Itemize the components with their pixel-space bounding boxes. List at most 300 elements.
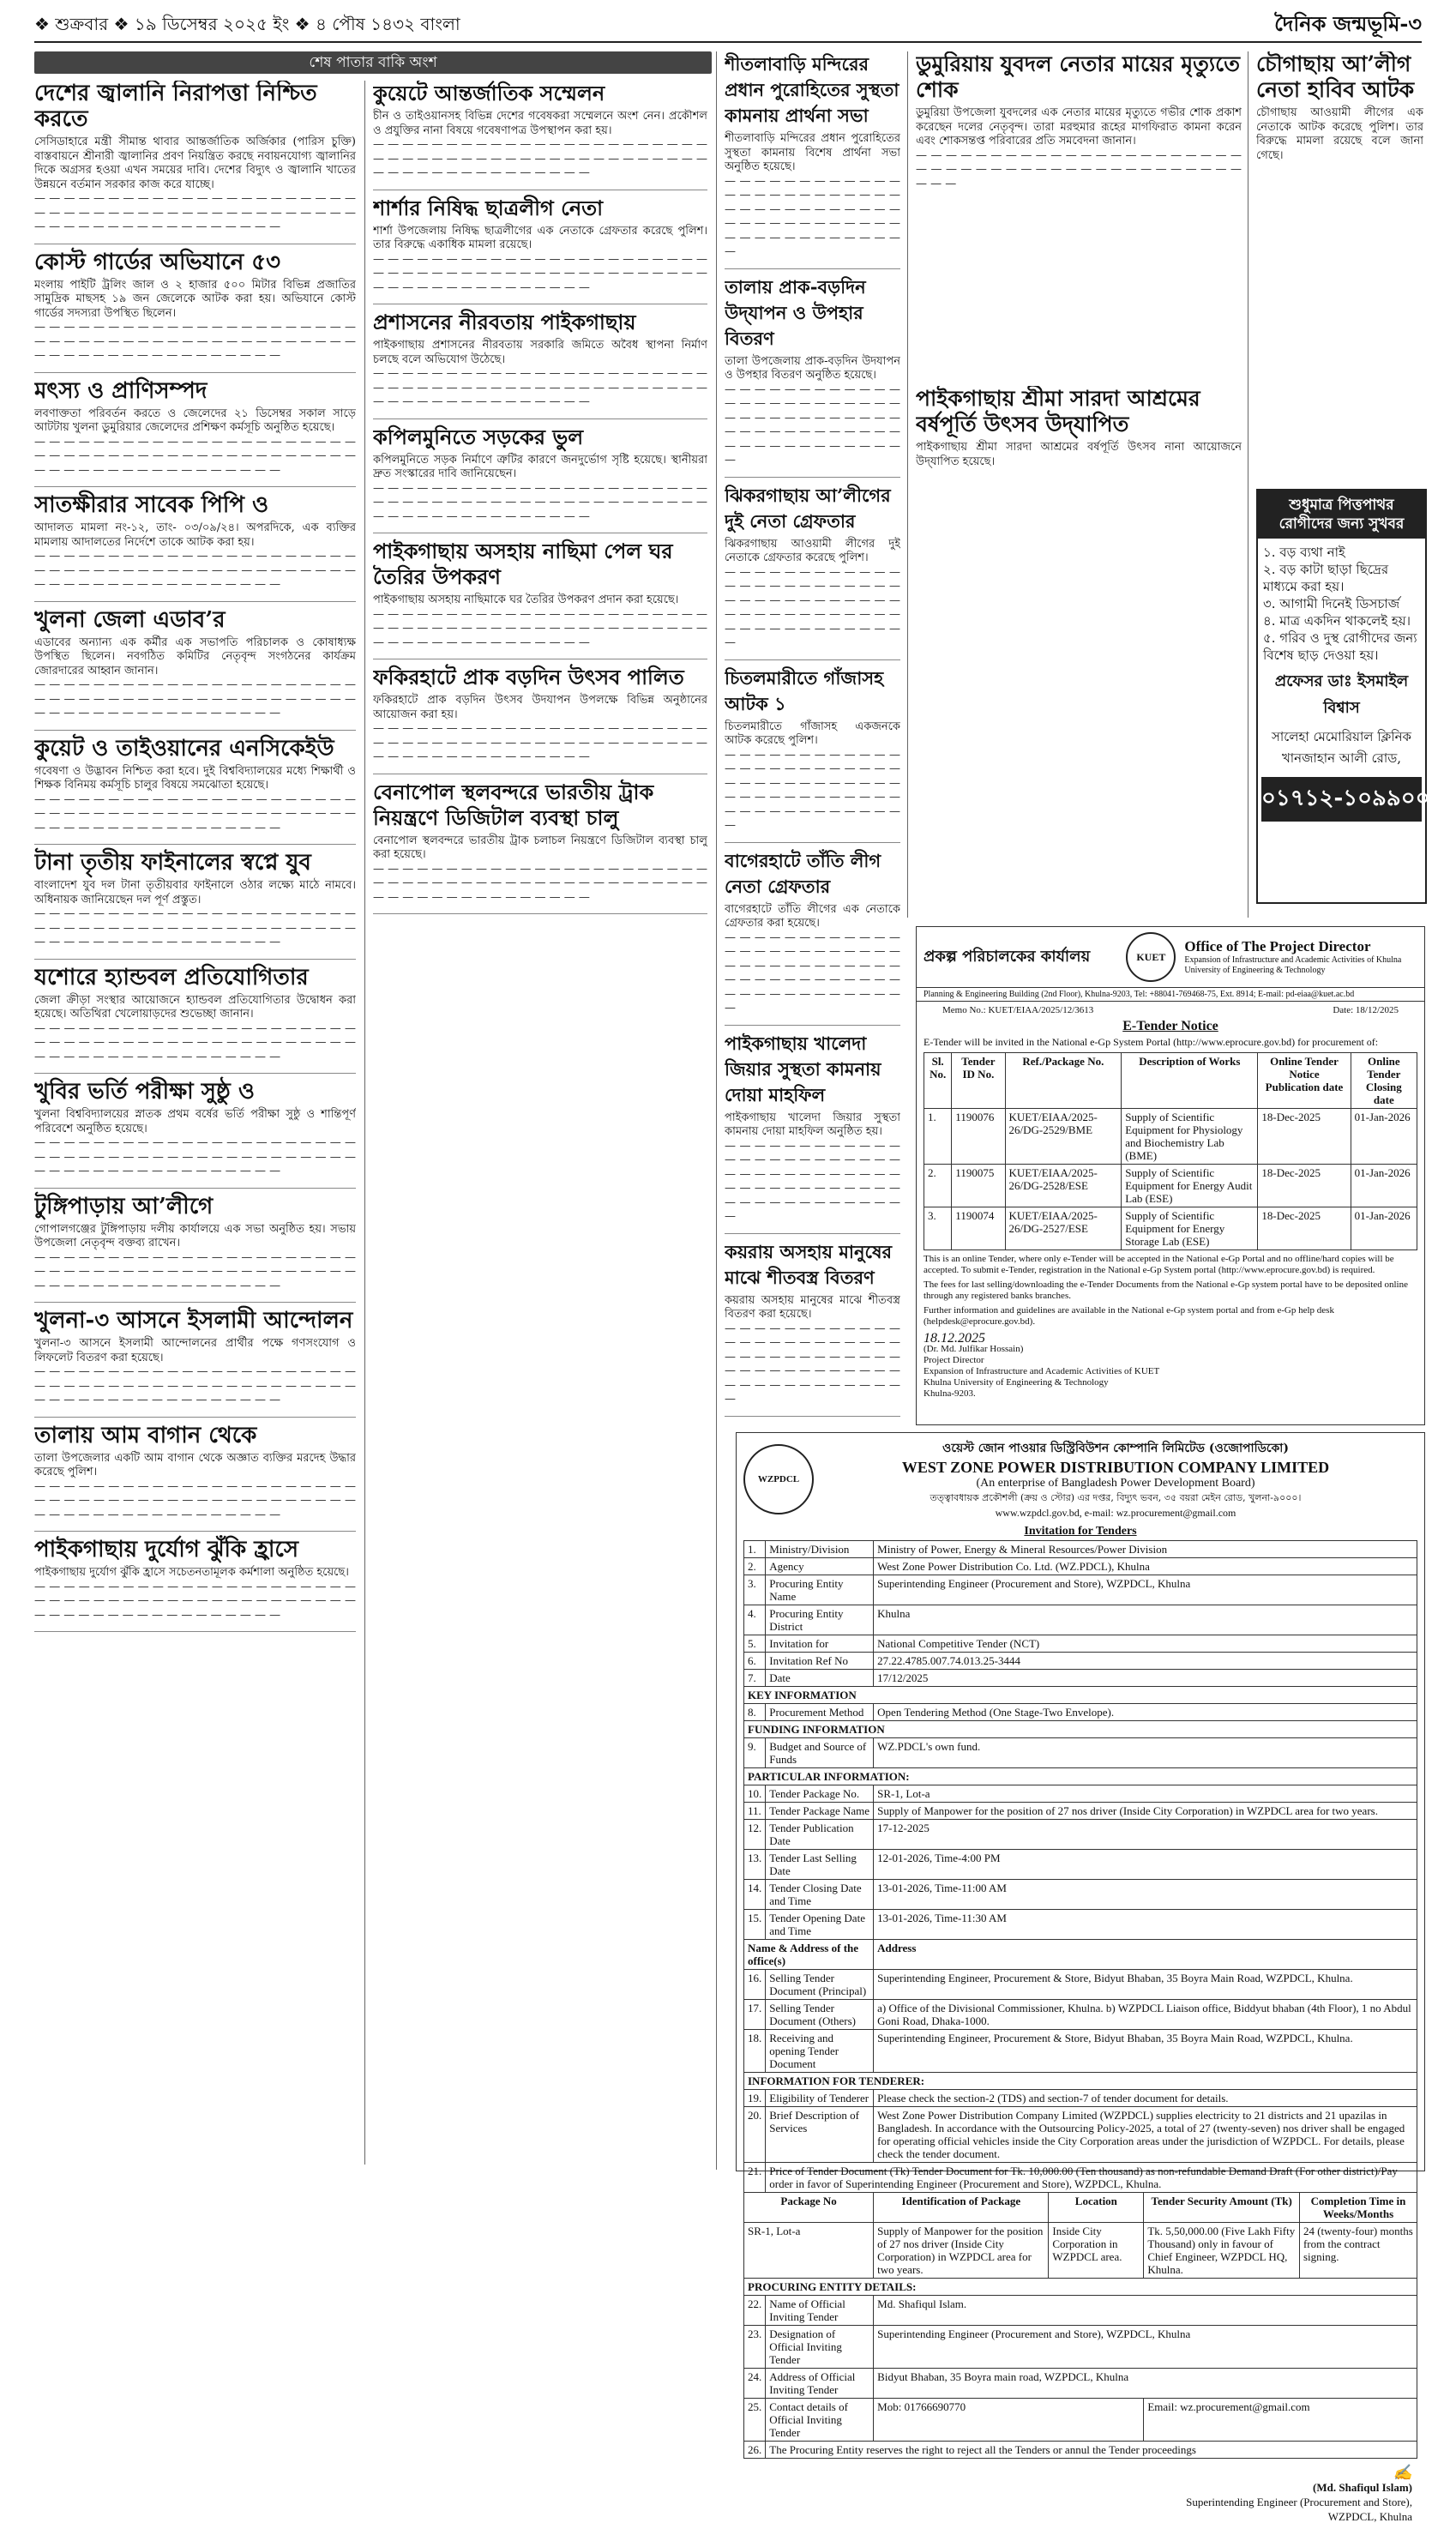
table-cell: 12. [744,1820,766,1850]
table-cell: Procuring Entity Name [766,1575,874,1605]
table-cell: Superintending Engineer (Procurement and Store), WZPDCL, Khulna [874,2326,1417,2369]
table-cell: KUET/EIAA/2025-26/DG-2527/ESE [1005,1207,1122,1250]
story-body: পাইকগাছায় খালেদা জিয়ার সুস্থতা কামনায় দোয়া মাহফিল অনুষ্ঠিত হয়। [725,1111,900,1138]
column-header: Tender ID No. [952,1053,1005,1109]
ad-doctor: প্রফেসর ডাঃ ইসমাইল বিশ্বাস [1274,672,1409,717]
story-body: চীন ও তাইওয়ানসহ বিভিন্ন দেশের গবেষকরা সম্মেলনে অংশ নেন। প্রকৌশল ও প্রযুক্তির নানা বিষয়ে গবেষণাপত্র উপস্থাপন করা হয়। [373,110,707,137]
column-divider [364,81,365,2165]
story-headline: খুলনা জেলা এডাব’র [34,606,226,633]
story-headline: পাইকগাছায় দুর্যোগ ঝুঁকি হ্রাসে [34,1537,299,1563]
notice-note: Further information and guidelines are available in the National e-Gp system portal and from e-Gp help desk (helpdesk@eprocure.gov.bd). [924,1305,1334,1327]
table-cell: 17/12/2025 [874,1670,1417,1687]
table-row [744,1653,1417,1670]
story [34,250,356,364]
table-cell: 9. [744,1738,766,1768]
table-row [744,1785,1417,1803]
story-body: ডুমুরিয়া উপজেলা যুবদলের এক নেতার মায়ের মৃত্যুতে গভীর শোক প্রকাশ করেছেন দলের নেতৃবৃন্দ। তারা মরহুমার রূহের মাগফিরাত কামনা করেন এবং শোকসন্তপ্ত পরিবারের প্রতি সমবেদনা জানান। [916,106,1242,148]
column-header: Description of Works [1122,1053,1258,1109]
story-filler: — — — — — — — — — — — — — — — — — — — — — — — — — — — — — — — — — — — — — — — — — — — — — — — — — — — — — — — — — — — — — [34,1365,356,1406]
story-body: খুলনা-৩ আসনে ইসলামী আন্দোলনের প্রার্থীর পক্ষে গণসংযোগ ও লিফলেট বিতরণ করা হয়েছে। [34,1337,356,1364]
kuet-tender-notice [916,926,1425,1425]
story-headline: প্রশাসনের নীরবতায় পাইকগাছায় [373,310,636,334]
table-cell: INFORMATION FOR TENDERER: [744,2073,1417,2090]
table-cell: 18-Dec-2025 [1258,1207,1351,1250]
story-divider [725,842,900,843]
table-row [744,1575,1417,1605]
story-body: পাইকগাছায় প্রশাসনের নীরবতায় সরকারি জমিতে অবৈধ স্থাপনা নির্মাণ চলছে বলে অভিযোগ উঠেছে। [373,339,707,366]
table-cell: SR-1, Lot-a [874,1785,1417,1803]
table-row [744,1687,1417,1704]
table-cell: 1190076 [952,1109,1005,1165]
story [34,1423,356,1523]
table-cell: 19. [744,2090,766,2107]
story-body: গোপালগঞ্জের টুঙ্গিপাড়ায় দলীয় কার্যালয়ে এক সভা অনুষ্ঠিত হয়। সভায় উপজেলা নেতৃবৃন্দ বক্তব্য রাখেন। [34,1222,356,1249]
table-cell: Address [874,1940,1417,1970]
story-headline: টুঙ্গিপাড়ায় আ’লীগে [34,1193,214,1219]
table-header-row [924,1053,1417,1109]
table-row [744,1970,1417,2000]
ad-address: খানজাহান আলী রোড, [1281,750,1402,766]
table-cell: 01-Jan-2026 [1351,1109,1417,1165]
story [34,607,356,721]
notice-note: The fees for last selling/downloading the e-Tender Documents from the National e-Gp system portal have to be deposited online through any registered banks branches. [924,1280,1408,1301]
table-cell: Brief Description of Services [766,2107,874,2163]
table-row [744,1721,1417,1738]
table-row [744,1803,1417,1820]
memo-number: Memo No.: KUET/EIAA/2025/12/3613 [942,1005,1094,1015]
story-headline: খুবির ভর্তি পরীক্ষা সুষ্ঠু ও [34,1079,256,1105]
table-cell: KUET/EIAA/2025-26/DG-2529/BME [1005,1109,1122,1165]
table-cell: KEY INFORMATION [744,1687,1417,1704]
table-cell: SR-1, Lot-a [744,2223,874,2279]
signatory-project: Expansion of Infrastructure and Academic Activities of KUET [924,1366,1160,1376]
story-body: পাইকগাছায় শ্রীমা সারদা আশ্রমের বর্ষপূর্তি উৎসব নানা আয়োজনে উদ্‌যাপিত হয়েছে। [916,441,1242,468]
table-cell: Budget and Source of Funds [766,1738,874,1768]
table-cell: 17-12-2025 [874,1820,1417,1850]
story [725,483,900,651]
company-web: www.wzpdcl.gov.bd, e-mail: wz.procurement@gmail.com [995,1507,1236,1519]
table-cell: Tender Package No. [766,1785,874,1803]
column-header: Package No [744,2193,874,2223]
table-cell: Tender Publication Date [766,1820,874,1850]
table-cell: West Zone Power Distribution Co. Ltd. (WZ.PDCL), Khulna [874,1558,1417,1575]
table-cell: 18-Dec-2025 [1258,1165,1351,1207]
table-row [744,1541,1417,1558]
table-header-row [744,2193,1417,2223]
table-cell: Contact details of Official Inviting Tender [766,2399,874,2442]
tender-table [924,1052,1417,1250]
column-divider [907,51,908,918]
table-cell: Md. Shafiqul Islam. [874,2296,1417,2326]
table-cell: WZ.PDCL's own fund. [874,1738,1417,1768]
table-cell: Khulna [874,1605,1417,1635]
table-cell: 18-Dec-2025 [1258,1109,1351,1165]
story-headline: পাইকগাছায় খালেদা জিয়ার সুস্থতা কামনায় দোয়া মাহফিল [725,1032,881,1105]
story [34,81,356,235]
story [725,1239,900,1407]
story [34,1079,356,1179]
ad-feature: ২. বড় কাটা ছাড়া ছিদ্রের মাধ্যমে করা হয়। [1263,562,1389,594]
story-body: গবেষণা ও উদ্ভাবন নিশ্চিত করা হবে। দুই বিশ্ববিদ্যালয়ের মধ্যে শিক্ষার্থী ও শিক্ষক বিনিময় কর্মসূচি চালুর বিষয়ে সমঝোতা হয়েছে। [34,764,356,792]
column-header: Completion Time in Weeks/Months [1299,2193,1417,2223]
company-enterprise: (An enterprise of Bangladesh Power Development Board) [976,1477,1255,1490]
kuet-logo-icon: KUET [1126,932,1176,982]
story-filler: — — — — — — — — — — — — — — — — — — — — — — — — — — — — — — — — — — — — — — — — — — — — — — — — — — — — — — — — — — — — — [725,748,900,832]
tender-heading: Invitation for Tenders [1024,1525,1137,1538]
story-filler: — — — — — — — — — — — — — — — — — — — — — — — — — — — — — — — — — — — — — — — — — — — — — — — — — — — — — — — — — — — — — [373,862,707,904]
ad-phone: ০১৭১২-১০৯৯০০ [1261,777,1422,822]
table-cell: Date [766,1670,874,1687]
table-cell: Supply of Manpower for the position of 27 nos driver (Inside City Corporation) in WZPDCL area for two years. [874,2223,1049,2279]
table-row [744,1880,1417,1910]
company-office-bn: তত্ত্বাবধায়ক প্রকৌশলী (ক্রয় ও স্টোর) এর দপ্তর, বিদ্যুৎ ভবন, ৩৫ বয়রা মেইন রোড, খুলনা-৯০০০। [930,1492,1302,1503]
story-dumuria [916,51,1242,377]
table-cell: Ministry of Power, Energy & Mineral Resources/Power Division [874,1541,1417,1558]
story-divider [725,659,900,660]
story-divider [725,477,900,478]
signatory-name: (Dr. Md. Julfikar Hossain) [924,1344,1024,1354]
story-headline: দেশের জ্বালানি নিরাপত্তা নিশ্চিত করতে [34,81,317,132]
table-cell: 24 (twenty-four) months from the contract signing. [1299,2223,1417,2279]
notice-intro: E-Tender will be invited in the National e-Gp System Portal (http://www.eprocure.gov.bd) for procurement of: [924,1036,1379,1048]
table-cell: 6. [744,1653,766,1670]
story [725,274,900,468]
wzpdcl-tender-notice [736,1432,1425,2523]
story-divider [34,372,356,373]
table-row [744,2326,1417,2369]
logo-text: WZPDCL [757,1473,800,1484]
section-banner: শেষ পাতার বাকি অংশ [34,51,712,74]
story-headline: সাতক্ষীরার সাবেক পিপি ও [34,492,269,518]
story-body: আদালত মামলা নং-১২, তাং- ০৩/০৯/২৪। অপরদিকে, এক ব্যক্তির মামলায় আদালতের নির্দেশে তাকে আটক করা হয়। [34,521,356,549]
table-cell: Superintending Engineer (Procurement and Store), WZPDCL, Khulna [874,1575,1417,1605]
table-cell: 10. [744,1785,766,1803]
table-row [744,1820,1417,1850]
story-headline: খুলনা-৩ আসনে ইসলামী আন্দোলন [34,1308,353,1334]
story [34,1537,356,1623]
story-body: চিতলমারীতে গাঁজাসহ একজনকে আটক করেছে পুলিশ। [725,720,900,747]
story-body: তালা উপজেলায় প্রাক-বড়দিন উদযাপন ও উপহার বিতরণ অনুষ্ঠিত হয়েছে। [725,354,900,382]
story [34,492,356,593]
story-divider [34,959,356,960]
story-filler: — — — — — — — — — — — — — — — — — — — — — — — — — — — — — — — — — — — — — — — — — — — — — — — — — — — — — — — — — — — — — [725,382,900,467]
notice-date: Date: 18/12/2025 [1333,1005,1399,1015]
story [373,81,707,181]
story-headline: শীতলাবাড়ি মন্দিরের প্রধান পুরোহিতের সুস্থতা কামনায় প্রার্থনা সভা [725,53,899,126]
story-headline: যশোরে হ্যান্ডবল প্রতিযোগিতার [34,964,309,991]
story-headline: চিতলমারীতে গাঁজাসহ আটক ১ [725,666,884,714]
story-headline: মৎস্য ও প্রাণিসম্পদ [34,377,208,404]
story-divider [725,1233,900,1234]
ad-feature: ৪. মাত্র একদিন থাকলেই হয়। [1263,613,1411,629]
story-headline: ডুমুরিয়ায় যুবদল নেতার মায়ের মৃত্যুতে শোক [916,51,1240,102]
table-cell: 13-01-2026, Time-11:30 AM [874,1910,1417,1940]
table-cell: 2. [744,1558,766,1575]
table-cell: Supply of Manpower for the position of 27 nos driver (Inside City Corporation) in WZPDCL area for two years. [874,1803,1417,1820]
page-title: দৈনিক জন্মভূমি-৩ [1274,11,1422,36]
column-header: Tender Security Amount (Tk) [1144,2193,1300,2223]
story-chougachha [1256,51,1423,480]
table-cell: 3. [924,1207,952,1250]
table-cell: 11. [744,1803,766,1820]
story [373,539,707,650]
table-row [744,2279,1417,2296]
ad-feature: ৫. গরিব ও দুস্থ রোগীদের জন্য বিশেষ ছাড় দেওয়া হয়। [1263,630,1417,663]
table-row [924,1109,1417,1165]
story-headline: বেনাপোল স্থলবন্দরে ভারতীয় ট্রাক নিয়ন্ত্রণে ডিজিটাল ব্যবস্থা চালু [373,779,654,830]
table-cell: West Zone Power Distribution Company Limited (WZPDCL) supplies electricity to 21 districts and 21 upazilas in Bangladesh. In accordance with the Outsourcing Policy-2025, a total of 27 (twenty-seven) nos driver shall be engaged for operating official vehicles inside the City Corporation areas under the jurisdiction of WZPDCL. For details, please check the tender document. [874,2107,1417,2163]
story-filler: — — — — — — — — — — — — — — — — — — — — — — — — — — — — — — — — — — — — — — — — — — — — — — — — — — — — — — — — — — — — — [34,321,356,362]
story-headline: চৌগাছায় আ’লীগ নেতা হাবিব আটক [1256,51,1415,102]
table-cell: Designation of Official Inviting Tender [766,2326,874,2369]
table-cell: Price of Tender Document (Tk) Tender Document for Tk. 10,000.00 (Ten thousand) as non-refundable Demand Draft (For other district)/Pay order in favor of Superintending Engineer (Procurement and Store), WZPDCL, Khulna. [766,2163,1417,2193]
table-cell: Open Tendering Method (One Stage-Two Envelope). [874,1704,1417,1721]
story-filler: — — — — — — — — — — — — — — — — — — — — — — — — — — — — — — — — — — — — — — — — — — — — — — — — — — — — — — — — — — — — — [34,1136,356,1177]
story-headline: টানা তৃতীয় ফাইনালের স্বপ্নে যুব [34,850,311,876]
table-row [744,1850,1417,1880]
story-headline: ঝিকরগাছায় আ’লীগের দুই নেতা গ্রেফতার [725,484,891,532]
table-cell: 1190074 [952,1207,1005,1250]
table-cell: Supply of Scientific Equipment for Energy Storage Lab (ESE) [1122,1207,1258,1250]
table-row [924,1207,1417,1250]
table-cell: 7. [744,1670,766,1687]
signatory-name: (Md. Shafiqul Islam) [1313,2481,1412,2494]
story-headline: কপিলমুনিতে সড়কের ভুল [373,424,584,449]
story-divider [725,1416,900,1417]
story-headline: ফকিরহাটে প্রাক বড়দিন উৎসব পালিত [373,665,684,689]
story-filler: — — — — — — — — — — — — — — — — — — — — — — — — — — — — — — — — — — — — — — — — — — — — — — — [916,148,1242,190]
story [34,965,356,1065]
column-header: Identification of Package [874,2193,1049,2223]
signatory-org: WZPDCL, Khulna [1327,2510,1412,2523]
story-divider [34,1531,356,1532]
story-divider [34,1631,356,1632]
table-cell: 17. [744,2000,766,2030]
story [34,378,356,479]
office-title-en: Office of The Project Director [1184,938,1371,954]
story-filler: — — — — — — — — — — — — — — — — — — — — — — — — — — — — — — — — — — — — — — — — — — — — — — — — — — — — — — — — — — — — — [373,607,707,649]
signature-mark: ✍ [1393,2464,1412,2481]
table-row [744,1605,1417,1635]
table-cell: 26. [744,2442,766,2459]
table-row [744,1670,1417,1687]
table-row [744,1940,1417,1970]
story [725,51,900,260]
ad-feature: ৩. আগামী দিনেই ডিসচার্জ [1263,596,1400,611]
story-body: মংলায় পাইটি ট্রলিং জাল ও ২ হাজার ৫০০ মিটার বিভিন্ন প্রজাতির সামুদ্রিক মাছসহ ১৯ জন জেলেকে আটক করা হয়। অভিযানে কোস্ট গার্ডের সদস্যরা উপস্থিত ছিলেন। [34,278,356,320]
story-body: তালা উপজেলার একটি আম বাগান থেকে অজ্ঞাত ব্যক্তির মরদেহ উদ্ধার করেছে পুলিশ। [34,1451,356,1478]
table-cell: Inside City Corporation in WZPDCL area. [1049,2223,1144,2279]
story [34,1308,356,1408]
ad-feature: ১. বড় ব্যথা নাই [1263,545,1345,560]
table-cell: Supply of Scientific Equipment for Physiology and Biochemistry Lab (BME) [1122,1109,1258,1165]
story-divider [34,601,356,602]
table-cell: Please check the section-2 (TDS) and section-7 of tender document for details. [874,2090,1417,2107]
story-headline: তালায় আম বাগান থেকে [34,1422,257,1448]
table-cell: 1190075 [952,1165,1005,1207]
story-filler: — — — — — — — — — — — — — — — — — — — — — — — — — — — — — — — — — — — — — — — — — — — — — — — — — — — — — — — — — — — — — [725,1139,900,1223]
story [725,1031,900,1225]
story [725,665,900,834]
ad-title: শুধুমাত্র পিত্তপাথর রোগীদের জন্য সুখবর [1258,491,1425,539]
story-divider [34,730,356,731]
table-row [744,2163,1417,2193]
table-row [744,1768,1417,1785]
table-cell: Bidyut Bhaban, 35 Boyra main road, WZPDCL, Khulna [874,2369,1417,2399]
table-cell: Invitation for [766,1635,874,1653]
table-cell: Tender Package Name [766,1803,874,1820]
table-cell: Email: wz.procurement@gmail.com [1144,2399,1417,2442]
story-divider [373,418,707,419]
story-headline: বাগেরহাটে তাঁতি লীগ নেতা গ্রেফতার [725,849,881,897]
story-filler: — — — — — — — — — — — — — — — — — — — — — — — — — — — — — — — — — — — — — — — — — — — — — — — — — — — — — — — — — — — — — [373,722,707,763]
column-header: Online Tender Closing date [1351,1053,1417,1109]
signatory-title: Superintending Engineer (Procurement and Store), [1186,2496,1412,2508]
story-filler: — — — — — — — — — — — — — — — — — — — — — — — — — — — — — — — — — — — — — — — — — — — — — — — — — — — — — — — — — — — — — [34,1250,356,1292]
office-address: Planning & Engineering Building (2nd Floor), Khulna-9203, Tel: +88041-769468-75, Ext. 8914; E-mail: pd-eiaa@kuet.ac.bd [917,988,1424,1002]
story-divider [34,1302,356,1303]
table-cell: KUET/EIAA/2025-26/DG-2528/ESE [1005,1165,1122,1207]
table-row [744,1738,1417,1768]
column-header: Online Tender Notice Publication date [1258,1053,1351,1109]
table-cell: 4. [744,1605,766,1635]
office-title-bn: প্রকল্প পরিচালকের কার্যালয় [924,947,1091,966]
table-cell: 8. [744,1704,766,1721]
table-cell: Invitation Ref No [766,1653,874,1670]
story-headline: কয়রায় অসহায় মানুষের মাঝে শীতবস্ত্র বিতরণ [725,1240,893,1288]
signatory-title: Project Director [924,1355,984,1365]
table-cell: 13-01-2026, Time-11:00 AM [874,1880,1417,1910]
table-cell: 5. [744,1635,766,1653]
table-cell: 01-Jan-2026 [1351,1207,1417,1250]
story [725,848,900,1016]
table-cell: Mob: 01766690770 [874,2399,1144,2442]
story-body: পাইকগাছায় দুর্যোগ ঝুঁকি হ্রাসে সচেতনতামূলক কর্মশালা অনুষ্ঠিত হয়েছে। [34,1566,349,1579]
table-cell: 23. [744,2326,766,2369]
table-row [744,2442,1417,2459]
story-filler: — — — — — — — — — — — — — — — — — — — — — — — — — — — — — — — — — — — — — — — — — — — — — — — — — — — — — — — — — — — — — [725,930,900,1015]
table-row [744,2030,1417,2073]
table-cell: Receiving and opening Tender Document [766,2030,874,2073]
story-filler: — — — — — — — — — — — — — — — — — — — — — — — — — — — — — — — — — — — — — — — — — — — — — — — — — — — — — — — — — — — — — [725,565,900,649]
story-filler: — — — — — — — — — — — — — — — — — — — — — — — — — — — — — — — — — — — — — — — — — — — — — — — — — — — — — — — — — — — — — [34,907,356,948]
story-body: সেসিডাহারে মন্ত্রী সীমান্ত থাবার আন্তর্জাতিক অর্জিকার (পারিস চুক্তি) বাস্তবায়নে শ্রীনারী জ্বালানির প্রবণ নিয়ন্ত্রিত করছে নবায়নযোগ্য জ্বালানির দিকে অগ্রসর হওয়া এখন সময়ের দাবি। দেশের বিদ্যুৎ ও জ্বালানি খাতের উন্নয়নে বর্তমান সরকার কাজ করে যাচ্ছে। [34,135,356,191]
table-row [744,2223,1417,2279]
story-body: এডাবের অন্যান্য এক কর্মীর এক সভাপতি পরিচালক ও কোষাধ্যক্ষ উপস্থিত ছিলেন। নবগঠিত কমিটির নেতৃবৃন্দ সংগঠনের কার্যক্রম জোরদারের আহ্বান জানান। [34,635,356,677]
story-body: বাগেরহাটে তাঁতি লীগের এক নেতাকে গ্রেফতার করা হয়েছে। [725,902,900,930]
table-cell: Name & Address of the office(s) [744,1940,874,1970]
table-cell: Tender Closing Date and Time [766,1880,874,1910]
story-headline: শার্শার নিষিদ্ধ ছাত্রলীগ নেতা [373,195,604,220]
story-filler: — — — — — — — — — — — — — — — — — — — — — — — — — — — — — — — — — — — — — — — — — — — — — — — — — — — — — — — — — — — — — [725,1322,900,1406]
story [34,736,356,836]
table-cell: Superintending Engineer, Procurement & Store, Bidyut Bhaban, 35 Boyra Main Road, WZPDCL, Khulna. [874,1970,1417,2000]
column-divider [716,51,717,2170]
story-body: শীতলাবাড়ি মন্দিরের প্রধান পুরোহিতের সুস্থতা কামনায় বিশেষ প্রার্থনা সভা অনুষ্ঠিত হয়েছে। [725,132,900,173]
story-headline: কুয়েটে আন্তর্জাতিক সম্মেলন [373,81,605,105]
story-paikgachha-ashram [916,386,1242,900]
story-body: ঝিকরগাছায় আওয়ামী লীগের দুই নেতাকে গ্রেফতার করেছে পুলিশ। [725,537,900,564]
table-cell: Address of Official Inviting Tender [766,2369,874,2399]
table-cell: National Competitive Tender (NCT) [874,1635,1417,1653]
company-name-bn: ওয়েস্ট জোন পাওয়ার ডিস্ট্রিবিউশন কোম্পানি লিমিটেড (ওজোপাডিকো) [942,1442,1289,1455]
table-row [744,2090,1417,2107]
story-divider [34,1417,356,1418]
table-cell: Ministry/Division [766,1541,874,1558]
story-body: কপিলমুনিতে সড়ক নির্মাণে ত্রুটির কারণে জনদুর্ভোগ সৃষ্টি হয়েছে। স্থানীয়রা দ্রুত সংস্কারের দাবি জানিয়েছেন। [373,453,707,480]
table-cell: 15. [744,1910,766,1940]
table-cell: 27.22.4785.007.74.013.25-3444 [874,1653,1417,1670]
story-divider [725,1025,900,1026]
ad-clinic: সালেহা মেমোরিয়াল ক্লিনিক [1271,729,1412,744]
story-filler: — — — — — — — — — — — — — — — — — — — — — — — — — — — — — — — — — — — — — — — — — — — — — — — — — — — — — — — — — — — — — [34,1021,356,1063]
story [34,1194,356,1294]
issue-date: ❖ শুক্রবার ❖ ১৯ ডিসেম্বর ২০২৫ ইং ❖ ৪ পৌষ ১৪৩২ বাংলা [34,14,460,34]
story-body: বাংলাদেশ যুব দল টানা তৃতীয়বার ফাইনালে ওঠার লক্ষ্যে মাঠে নামবে। অধিনায়ক জানিয়েছেন দল পূর্ণ প্রস্তুত। [34,879,356,906]
table-row [744,1558,1417,1575]
story-divider [725,268,900,269]
story-body: জেলা ক্রীড়া সংস্থার আয়োজনে হ্যান্ডবল প্রতিযোগিতার উদ্বোধন করা হয়েছে। অতিথিরা খেলোয়াড়দের শুভেচ্ছা জানান। [34,993,356,1021]
table-cell: a) Office of the Divisional Commissioner, Khulna. b) WZPDCL Liaison office, Biddyut bhaban (4th Floor), 1 no Abdul Goni Road, Dhaka-1000. [874,2000,1417,2030]
table-row [744,1704,1417,1721]
story [373,196,707,296]
notice-note: This is an online Tender, where only e-Tender will be accepted in the National e-Gp Portal and no offline/hard copies will be accepted. To submit e-Tender, registration in the National e-Gp System portal (http://www.eprocure.gov.bd) is required. [924,1254,1394,1275]
story-body: ফকিরহাটে প্রাক বড়দিন উৎসব উদযাপন উপলক্ষে বিভিন্ন অনুষ্ঠানের আয়োজন করা হয়। [373,694,707,721]
column-1 [34,81,356,2165]
table-row [924,1165,1417,1207]
signatory-city: Khulna-9203. [924,1388,976,1399]
story-filler: — — — — — — — — — — — — — — — — — — — — — — — — — — — — — — — — — — — — — — — — — — — — — — — — — — — — — — — — — — — — — [373,367,707,408]
ad-feature-list [1263,544,1420,664]
table-cell: 22. [744,2296,766,2326]
table-cell: Superintending Engineer, Procurement & Store, Bidyut Bhaban, 35 Boyra Main Road, WZPDCL, Khulna. [874,2030,1417,2073]
story-filler: — — — — — — — — — — — — — — — — — — — — — — — — — — — — — — — — — — — — — — — — — — — — — — — — — — — — — — — — — — — — — [34,1479,356,1521]
table-cell: 20. [744,2107,766,2163]
table-cell: 25. [744,2399,766,2442]
story [373,310,707,410]
table-cell: 12-01-2026, Time-4:00 PM [874,1850,1417,1880]
table-row [744,2399,1417,2442]
table-cell: 1. [924,1109,952,1165]
story-body: লবণাক্ততা পরিবর্তন করতে ও জেলেদের ২১ ডিসেম্বর সকাল সাড়ে আটটায় খুলনা ডুমুরিয়ার জেলেদের প্রশিক্ষণ কর্মসূচি অনুষ্ঠিত হয়েছে। [34,406,356,434]
table-row [744,2073,1417,2090]
wzpdcl-logo-icon [743,1444,814,1514]
table-cell: Procuring Entity District [766,1605,874,1635]
story-filler: — — — — — — — — — — — — — — — — — — — — — — — — — — — — — — — — — — — — — — — — — — — — — — — — — — — — — — — — — — — — — [34,550,356,591]
column-2 [373,81,707,2165]
table-cell: The Procuring Entity reserves the right to reject all the Tenders or annul the Tender proceedings [766,2442,1417,2459]
story-divider [34,1188,356,1189]
story-body: শার্শা উপজেলায় নিষিদ্ধ ছাত্রলীগের এক নেতাকে গ্রেফতার করেছে পুলিশ। তার বিরুদ্ধে একাধিক মামলা রয়েছে। [373,224,707,251]
story-filler: — — — — — — — — — — — — — — — — — — — — — — — — — — — — — — — — — — — — — — — — — — — — — — — — — — — — — — — — — — — — — [34,792,356,834]
story-filler: — — — — — — — — — — — — — — — — — — — — — — — — — — — — — — — — — — — — — — — — — — — — — — — — — — — — — — — — — — — — — [373,252,707,294]
clinic-advertisement [1256,489,1430,904]
story-filler: — — — — — — — — — — — — — — — — — — — — — — — — — — — — — — — — — — — — — — — — — — — — — — — — — — — — — — — — — — — — — [34,435,356,477]
table-cell: 1. [744,1541,766,1558]
story-body: খুলনা বিশ্ববিদ্যালয়ের স্নাতক প্রথম বর্ষের ভর্তি পরীক্ষা সুষ্ঠু ও শান্তিপূর্ণ পরিবেশে অনুষ্ঠিত হয়েছে। [34,1108,356,1135]
table-cell: 01-Jan-2026 [1351,1165,1417,1207]
notice-heading: E-Tender Notice [1122,1019,1218,1033]
table-cell: Eligibility of Tenderer [766,2090,874,2107]
signatory-university: Khulna University of Engineering & Technology [924,1377,1109,1388]
story-headline: কুয়েট ও তাইওয়ানের এনসিকেইউ [34,735,334,762]
story-divider [34,844,356,845]
table-row [744,2296,1417,2326]
table-cell: Procurement Method [766,1704,874,1721]
story [34,850,356,950]
project-name: Expansion of Infrastructure and Academic Activities of Khulna University of Engineering & Technology [1184,955,1402,975]
column-header: Sl. No. [924,1053,952,1109]
